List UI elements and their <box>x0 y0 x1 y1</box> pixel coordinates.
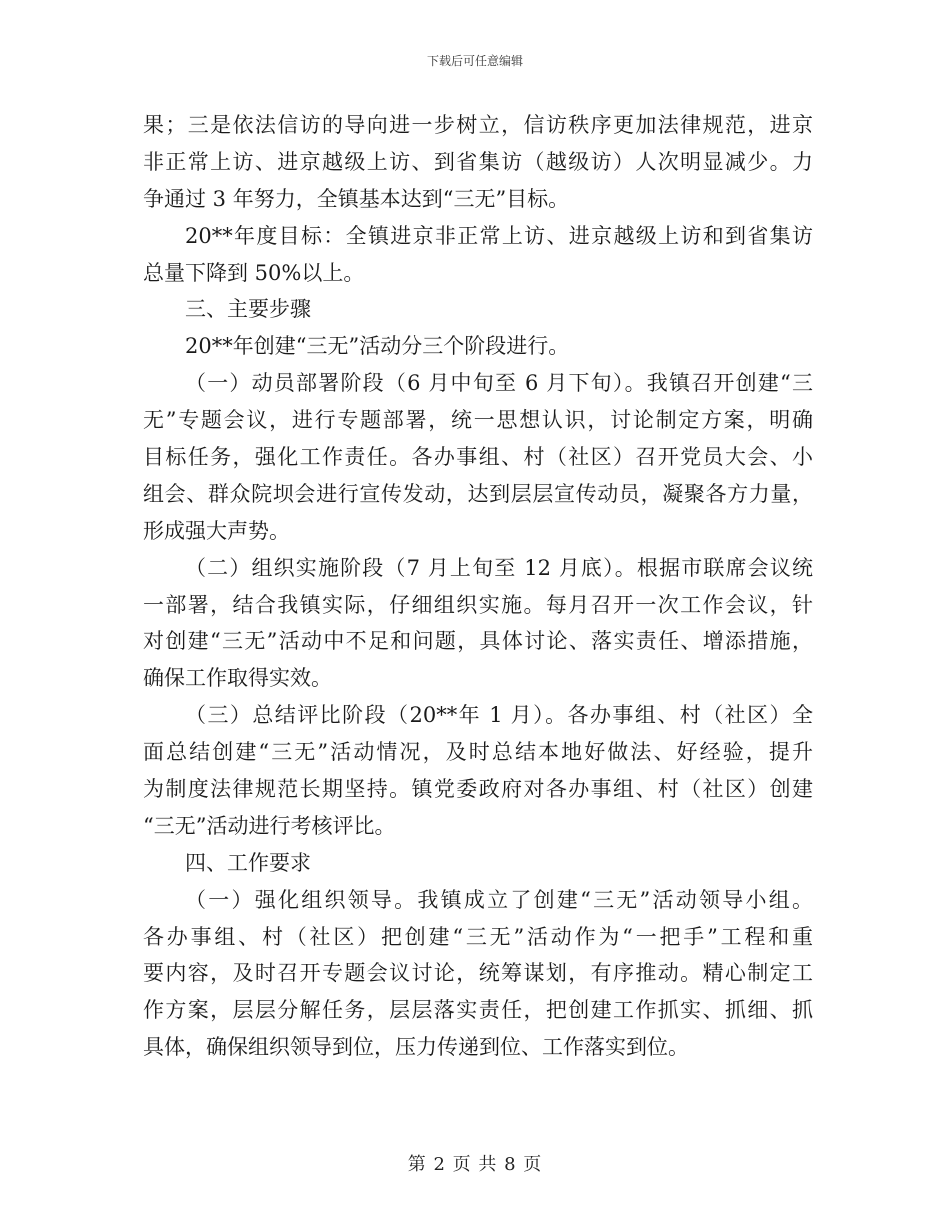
text-line: （三）总结评比阶段（20**年 1 月）。各办事组、村（社区）全 <box>185 703 813 728</box>
text-line: 具体，确保组织领导到位，压力传递到位、工作落实到位。 <box>143 1035 689 1060</box>
document-body <box>143 107 813 1066</box>
text-line: 为制度法律规范长期坚持。镇党委政府对各办事组、村（社区）创建 <box>143 777 813 802</box>
text-line: “三无”活动进行考核评比。 <box>143 813 396 838</box>
text-line: （一）动员部署阶段（6 月中旬至 6 月下旬）。我镇召开创建“三 <box>185 371 813 396</box>
text-line: （一）强化组织领导。我镇成立了创建“三无”活动领导小组。 <box>185 887 813 912</box>
text-line: 目标任务，强化工作责任。各办事组、村（社区）召开党员大会、小 <box>143 445 813 470</box>
text-line: 确保工作取得实效。 <box>143 666 332 691</box>
text-line: （二）组织实施阶段（7 月上旬至 12 月底）。根据市联席会议统 <box>185 555 813 580</box>
text-line: 无”专题会议，进行专题部署，统一思想认识，讨论制定方案，明确 <box>143 408 813 433</box>
text-line: 各办事组、村（社区）把创建“三无”活动作为“一把手”工程和重 <box>143 924 813 949</box>
text-line: 对创建“三无”活动中不足和问题，具体讨论、落实责任、增添措施， <box>143 629 813 654</box>
text-line: 组会、群众院坝会进行宣传发动，达到层层宣传动员，凝聚各方力量， <box>143 481 813 506</box>
text-line: 四、工作要求 <box>185 850 311 875</box>
text-line: 形成强大声势。 <box>143 518 290 543</box>
text-line: 非正常上访、进京越级上访、到省集访（越级访）人次明显减少。力 <box>143 149 813 174</box>
page-header: 下载后可任意编辑 <box>426 54 523 68</box>
text-line: 要内容，及时召开专题会议讨论，统筹谋划，有序推动。精心制定工 <box>143 961 813 986</box>
text-line: 面总结创建“三无”活动情况，及时总结本地好做法、好经验，提升 <box>143 740 813 765</box>
page-number: 第 2 页 共 8 页 <box>407 1154 543 1175</box>
text-line: 果；三是依法信访的导向进一步树立，信访秩序更加法律规范，进京 <box>143 113 813 137</box>
text-line: 20**年度目标：全镇进京非正常上访、进京越级上访和到省集访 <box>185 223 813 248</box>
text-line: 总量下降到 50%以上。 <box>143 260 365 285</box>
text-line: 一部署，结合我镇实际，仔细组织实施。每月召开一次工作会议，针 <box>143 592 813 617</box>
text-line: 三、主要步骤 <box>185 297 311 322</box>
text-line: 争通过 3 年努力，全镇基本达到“三无”目标。 <box>143 186 570 211</box>
text-line: 作方案，层层分解任务，层层落实责任，把创建工作抓实、抓细、抓 <box>143 998 813 1023</box>
text-line: 20**年创建“三无”活动分三个阶段进行。 <box>185 334 570 359</box>
